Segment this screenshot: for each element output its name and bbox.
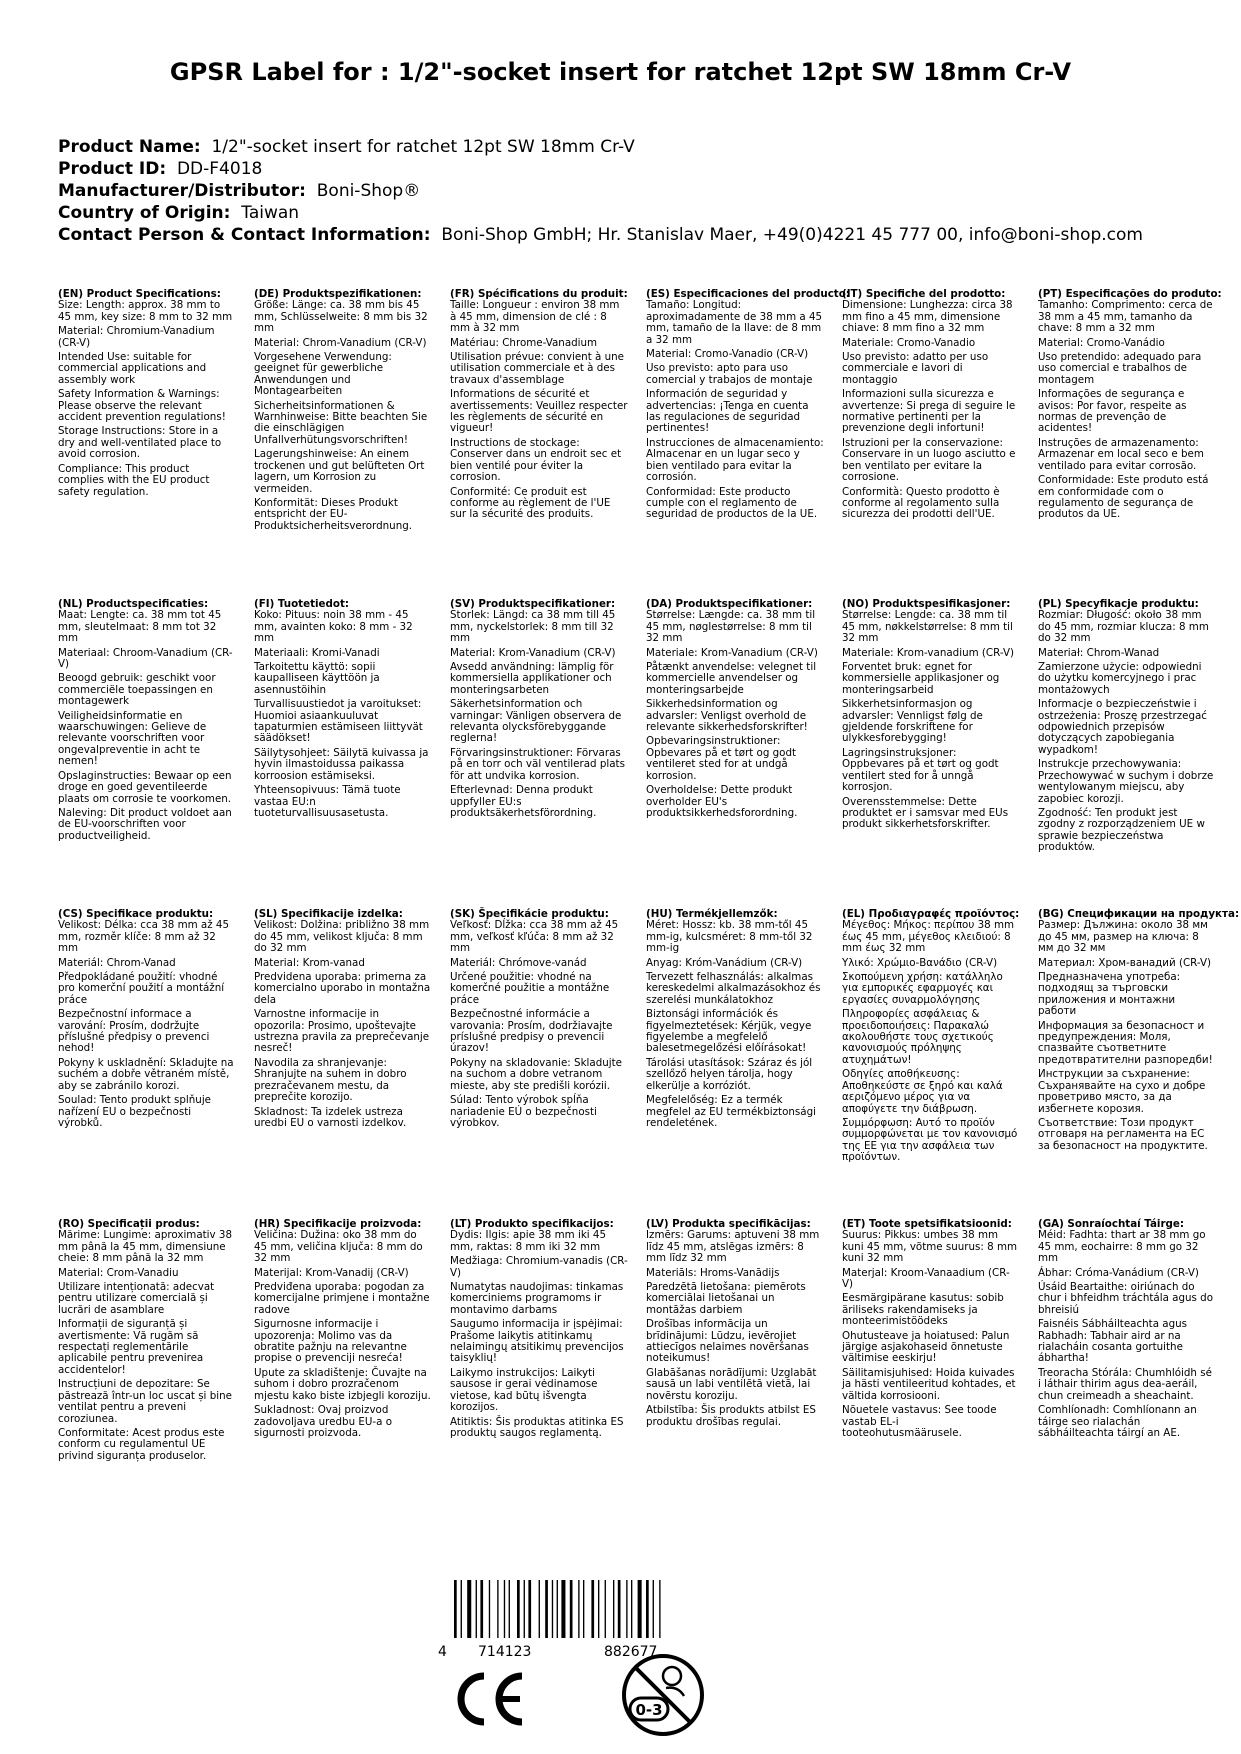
spec-paragraph: Veiligheidsinformatie en waarschuwingen: Gelieve de relevante voorschriften voor ongevalpreventie in acht te nemen!	[58, 709, 207, 768]
spec-paragraph: Méid: Fadhta: thart ar 38 mm go 45 mm, eochairre: 8 mm go 32 mm	[1038, 1229, 1206, 1265]
spec-paragraph: Anyag: Króm-Vanádium (CR-V)	[646, 956, 803, 969]
spec-paragraph: Informacje o bezpieczeństwie i ostrzeżenia: Proszę przestrzegać odpowiednich przepisów dotyczących zapobiegania wypadkom!	[1038, 698, 1207, 756]
spec-block	[58, 599, 236, 845]
barcode-bar	[578, 1580, 579, 1638]
barcode-bar	[613, 1580, 614, 1638]
spec-paragraph: Instrucciones de almacenamiento: Almacenar en un lugar seco y bien ventilado para evitar la corrosión.	[646, 436, 824, 484]
barcode-bar	[646, 1580, 649, 1638]
spec-paragraph: Материал: Хром-ванадий (CR-V)	[1038, 956, 1212, 969]
spec-paragraph: Størrelse: Lengde: ca. 38 mm til 45 mm, nøkkelstørrelse: 8 mm til 32 mm	[842, 609, 1013, 645]
spec-paragraph: Material: Chromium-Vanadium (CR-V)	[58, 325, 215, 349]
spec-paragraph: Informations de sécurité et avertissements: Veuillez respecter les règlements de sécurité en vigueur!	[450, 388, 628, 435]
barcode-bar	[626, 1580, 627, 1638]
spec-block	[1038, 288, 1222, 524]
spec-paragraph: Material: Cromo-Vanadio (CR-V)	[646, 348, 809, 361]
spec-block-title: (PL) Specyfikacje produktu:	[1038, 598, 1199, 610]
spec-paragraph: Medžiaga: Chromium-vanadis (CR-V)	[450, 1255, 628, 1279]
spec-paragraph: Materiale: Cromo-Vanadio	[842, 336, 976, 349]
ean-barcode	[438, 1580, 728, 1660]
spec-paragraph: Súlad: Tento výrobok spĺňa nariadenie EÚ o bezpečnosti výrobkov.	[450, 1094, 597, 1129]
barcode-bar	[638, 1580, 642, 1638]
barcode-digits-left: 714123	[478, 1644, 532, 1660]
spec-paragraph: Veľkosť: Dĺžka: cca 38 mm až 45 mm, veľkosť kľúča: 8 mm až 32 mm	[450, 919, 619, 955]
spec-paragraph: Tárolási utasítások: Száraz és jól szellőző helyen tárolja, hogy elkerülje a korróziót.	[646, 1056, 813, 1092]
spec-paragraph: Bezpečnostné informácie a varovania: Prosím, dodržiavajte príslušné predpisy o prevencii úrazov!	[450, 1008, 613, 1055]
barcode-bar	[539, 1580, 540, 1638]
spec-paragraph: Materjal: Kroom-Vanaadium (CR-V)	[842, 1266, 1010, 1291]
spec-paragraph: Materiaali: Kromi-Vanadi	[254, 646, 380, 659]
spec-paragraph: Laikymo instrukcijos: Laikyti sausose ir gerai vėdinamose vietose, kad būtų išvengta korozijos.	[450, 1366, 598, 1414]
spec-paragraph: Paredzētā lietošana: piemērots komerciālai lietošanai un montāžas darbiem	[646, 1281, 806, 1316]
spec-paragraph: Υλικό: Χρώμιο-Βανάδιο (CR-V)	[842, 956, 998, 969]
spec-paragraph: Numatytas naudojimas: tinkamas komerciniems programoms ir montavimo darbams	[450, 1281, 624, 1316]
spec-paragraph: Información de seguridad y advertencias: ¡Tenga en cuenta las regulaciones de seguridad pertinentes!	[646, 388, 809, 435]
spec-paragraph: Materiale: Krom-Vanadium (CR-V)	[646, 646, 818, 659]
spec-paragraph: Materiaal: Chroom-Vanadium (CR-V)	[58, 646, 233, 671]
spec-paragraph: Conformité: Ce produit est conforme au règlement de l'UE sur la sécurité des produits.	[450, 485, 611, 521]
spec-paragraph: Eesmärgipärane kasutus: sobib äriliseks rakendamiseks ja monteerimistöödeks	[842, 1292, 1004, 1328]
spec-paragraph: Συμμόρφωση: Αυτό το προϊόν συμμορφώνεται με τον κανονισμό της ΕΕ για την ασφάλεια των προϊόντων.	[842, 1116, 1018, 1164]
info-row-product-id	[58, 158, 1208, 180]
spec-paragraph: Material: Crom-Vanadiu	[58, 1266, 179, 1279]
spec-paragraph: Yhteensopivuus: Tämä tuote vastaa EU:n tuoteturvallisuusasetusta.	[254, 784, 401, 819]
spec-block-title: (ET) Toote spetsifikatsioonid:	[842, 1218, 1012, 1230]
spec-block-title: (IT) Specifiche del prodotto:	[842, 288, 1006, 300]
spec-paragraph: Πληροφορίες ασφάλειας & προειδοποιήσεις: Παρακαλώ ακολουθήστε τους σχετικούς κανονισμούς πρόληψης ατυχημάτων!	[842, 1008, 994, 1066]
barcode-bar	[480, 1580, 483, 1638]
barcode-bar	[557, 1580, 558, 1638]
spec-block-title: (HU) Termékjellemzők:	[646, 908, 778, 920]
spec-paragraph: Uso previsto: adatto per uso commerciale e lavori di montaggio	[842, 351, 989, 386]
spec-paragraph: Bezpečnostní informace a varování: Prosím, dodržujte příslušné předpisy o prevenci nehod!	[58, 1008, 210, 1055]
spec-paragraph: Размер: Дължина: около 38 мм до 45 мм, размер на ключа: 8 мм до 32 мм	[1038, 919, 1208, 955]
spec-paragraph: Størrelse: Længde: ca. 38 mm til 45 mm, nøglestørrelse: 8 mm til 32 mm	[646, 609, 816, 645]
spec-paragraph: Lagringsinstruksjoner: Oppbevares på et tørt og godt ventilert sted for å unngå korrosjon.	[842, 746, 999, 794]
spec-paragraph: Opbevaringsinstruktioner: Opbevares på et tørt og godt ventileret sted for at undgå korrosion.	[646, 735, 797, 782]
spec-paragraph: Съответствие: Този продукт отговаря на регламента на ЕС за безопасност на продуктите.	[1038, 1116, 1208, 1152]
info-row-contact	[58, 224, 1208, 246]
spec-paragraph: Predviđena uporaba: pogodan za komercijalne primjene i montažne radove	[254, 1281, 430, 1316]
spec-paragraph: Koko: Pituus: noin 38 mm - 45 mm, avainten koko: 8 mm - 32 mm	[254, 609, 413, 645]
barcode-bar	[659, 1580, 660, 1638]
spec-paragraph: Sikkerhetsinformasjon og advarsler: Vennligst følg de gjeldende forskriftene for ulykkesforebygging!	[842, 698, 983, 745]
spec-paragraph: Material: Cromo-Vanádio	[1038, 336, 1165, 349]
spec-paragraph: Nõuetele vastavus: See toode vastab EL-i tooteohutusmäärusele.	[842, 1404, 997, 1439]
spec-paragraph: Úsáid Beartaithe: oiriúnach do chur i bhfeidhm tráchtála agus do bhreisiú	[1038, 1281, 1214, 1316]
spec-block-title: (CS) Specifikace produktu:	[58, 908, 214, 920]
spec-block	[646, 599, 824, 822]
info-value: 1/2"-socket insert for ratchet 12pt SW 18mm Cr-V	[211, 137, 635, 157]
spec-paragraph: Ohutusteave ja hoiatused: Palun järgige asjakohaseid õnnetuste vältimise eeskirju!	[842, 1329, 1010, 1365]
spec-paragraph: Предназначена употреба: подходящ за търговски приложения и монтажни работи	[1038, 971, 1181, 1018]
spec-paragraph: Glabāšanas norādījumi: Uzglabāt sausā un labi ventilētā vietā, lai novērstu koroziju.	[646, 1366, 817, 1402]
spec-paragraph: Safety Information & Warnings: Please observe the relevant accident prevention regulations!	[58, 388, 226, 424]
spec-block	[842, 909, 1020, 1167]
spec-paragraph: Instrucțiuni de depozitare: Se păstrează într-un loc uscat și bine ventilat pentru a preveni coroziunea.	[58, 1378, 232, 1425]
spec-paragraph: Faisnéis Sábháilteachta agus Rabhadh: Tabhair aird ar na rialacháin cosanta gortuithe ábhartha!	[1038, 1318, 1188, 1365]
spec-paragraph: Vorgesehene Verwendung: geeignet für gewerbliche Anwendungen und Montagearbeiten	[254, 351, 392, 398]
spec-block	[450, 599, 628, 822]
spec-paragraph: Informazioni sulla sicurezza e avvertenze: Si prega di seguire le normative pertinenti per la prevenzione degli infortuni!	[842, 388, 1016, 435]
spec-paragraph: Tarkoitettu käyttö: sopii kaupalliseen käyttöön ja asennustöihin	[254, 661, 380, 696]
spec-block	[646, 909, 824, 1132]
spec-paragraph: Инструкции за съхранение: Съхранявайте на сухо и добре проветриво място, за да избегнете корозия.	[1038, 1068, 1206, 1115]
spec-paragraph: Förvaringsinstruktioner: Förvaras på en torr och väl ventilerad plats för att undvika korrosion.	[450, 746, 625, 782]
spec-block-title: (RO) Specificații produs:	[58, 1218, 200, 1230]
spec-paragraph: Säilitamisjuhised: Hoida kuivades ja hästi ventileeritud kohtades, et vältida korrosiooni.	[842, 1366, 1016, 1402]
info-key: Product Name:	[58, 137, 201, 157]
barcode-bar	[561, 1580, 565, 1638]
spec-paragraph: Sicherheitsinformationen & Warnhinweise: Bitte beachten Sie die einschlägigen Unfallverhütungsvorschriften!	[254, 399, 428, 446]
spec-paragraph: Treoracha Stórála: Chumhlóidh sé i láthair thirim agus dea-aeráil, chun creimeadh a sheachaint.	[1038, 1366, 1212, 1402]
spec-paragraph: Uso previsto: apto para uso comercial y trabajos de montaje	[646, 362, 813, 386]
spec-block	[254, 289, 432, 535]
spec-paragraph: Materiale: Krom-vanadium (CR-V)	[842, 646, 1015, 659]
barcode-bar	[591, 1580, 594, 1638]
spec-paragraph: Material: Chrom-Vanadium (CR-V)	[254, 336, 427, 349]
product-info	[58, 136, 1208, 246]
spec-paragraph: Uso pretendido: adequado para uso comercial e trabalhos de montagem	[1038, 351, 1202, 386]
spec-paragraph: Tervezett felhasználás: alkalmas kereskedelmi alkalmazásokhoz és szerelési munkálatokhoz	[646, 971, 821, 1006]
spec-paragraph: Tamanho: Comprimento: cerca de 38 mm a 45 mm, tamanho da chave: 8 mm a 32 mm	[1038, 299, 1213, 335]
info-value: Taiwan	[241, 203, 300, 223]
info-value: Boni-Shop®	[316, 181, 421, 201]
spec-paragraph: Saugumo informacija ir įspėjimai: Prašome laikytis atitinkamų nelaimingų atsitikimų prevencijos taisyklių!	[450, 1318, 624, 1365]
spec-paragraph: Atitiktis: Šis produktas atitinka ES produktų saugos reglamentą.	[450, 1415, 624, 1439]
info-key: Manufacturer/Distributor:	[58, 181, 306, 201]
spec-block	[1038, 908, 1240, 1155]
spec-paragraph: Pokyny k uskladnění: Skladujte na suchém a dobře větraném místě, aby se zabránilo korozi.	[58, 1056, 234, 1092]
spec-paragraph: Size: Length: approx. 38 mm to 45 mm, key size: 8 mm to 32 mm	[58, 299, 233, 323]
spec-paragraph: Opslaginstructies: Bewaar op een droge en goed geventileerde plaats om corrosie te voorkomen.	[58, 769, 232, 805]
info-row-product-name	[58, 136, 1208, 158]
info-row-country	[58, 202, 1208, 224]
spec-paragraph: Materiāls: Hroms-Vanādijs	[646, 1266, 780, 1279]
spec-paragraph: Materiál: Chrómove-vanád	[450, 956, 587, 969]
spec-block-title: (DE) Produktspezifikationen:	[254, 288, 422, 300]
spec-paragraph: Conformità: Questo prodotto è conforme al regolamento sulla sicurezza dei prodotti dell'UE.	[842, 485, 1000, 521]
spec-paragraph: Beoogd gebruik: geschikt voor commerciële toepassingen en montagewerk	[58, 672, 216, 708]
spec-paragraph: Zamierzone użycie: odpowiedni do użytku komercyjnego i prac montażowych	[1038, 661, 1202, 696]
spec-block-title: (ES) Especificaciones del producto:	[646, 288, 850, 300]
spec-paragraph: Varnostne informacije in opozorila: Prosimo, upoštevajte ustrezna pravila za preprečevanje nesreč!	[254, 1008, 430, 1055]
spec-paragraph: Materijal: Krom-Vanadij (CR-V)	[254, 1266, 409, 1279]
spec-paragraph: Atbilstība: Šis produkts atbilst ES produktu drošības regulai.	[646, 1404, 816, 1428]
age-label: 0-3	[635, 1701, 663, 1719]
spec-block-title: (EL) Προδιαγραφές προϊόντος:	[842, 908, 1020, 920]
info-key: Product ID:	[58, 159, 167, 179]
spec-block-title: (PT) Especificações do produto:	[1038, 288, 1222, 300]
spec-paragraph: Lagerungshinweise: An einem trockenen und gut belüfteten Ort lagern, um Korrosion zu vermeiden.	[254, 448, 425, 495]
spec-paragraph: Suurus: Pikkus: umbes 38 mm kuni 45 mm, võtme suurus: 8 mm kuni 32 mm	[842, 1229, 1018, 1265]
spec-paragraph: Naleving: Dit product voldoet aan de EU-voorschriften voor productveiligheid.	[58, 806, 232, 842]
spec-paragraph: Materiał: Chrom-Wanad	[1038, 646, 1160, 659]
spec-paragraph: Dydis: Ilgis: apie 38 mm iki 45 mm, raktas: 8 mm iki 32 mm	[450, 1229, 607, 1253]
spec-paragraph: Informações de segurança e avisos: Por favor, respeite as normas de prevenção de acidentes!	[1038, 388, 1187, 435]
spec-paragraph: Zgodność: Ten produkt jest zgodny z rozporządzeniem UE w sprawie bezpieczeństwa produktów.	[1038, 806, 1205, 854]
spec-block	[254, 599, 432, 822]
spec-paragraph: Turvallisuustiedot ja varoitukset: Huomioi asiaankuuluvat tapaturmien estämiseen liittyvät säädökset!	[254, 698, 423, 745]
spec-paragraph: Instrukcje przechowywania: Przechowywać w suchym i dobrze wentylowanym miejscu, aby zapobiec korozji.	[1038, 758, 1214, 805]
spec-paragraph: Säkerhetsinformation och varningar: Vänligen observera de relevanta olycksförebyggande reglerna!	[450, 698, 622, 745]
info-key: Contact Person & Contact Information:	[58, 225, 431, 245]
spec-paragraph: Předpokládané použití: vhodné pro komerční použití a montážní práce	[58, 971, 225, 1006]
spec-paragraph: Taille: Longueur : environ 38 mm à 45 mm, dimension de clé : 8 mm à 32 mm	[450, 299, 620, 335]
spec-paragraph: Veličina: Dužina: oko 38 mm do 45 mm, veličina ključa: 8 mm do 32 mm	[254, 1229, 423, 1265]
page-title: GPSR Label for : 1/2"-socket insert for ratchet 12pt SW 18mm Cr-V	[169, 58, 1072, 86]
spec-block-title: (EN) Product Specifications:	[58, 288, 221, 300]
spec-block	[646, 1219, 824, 1431]
spec-paragraph: Storlek: Längd: ca 38 mm till 45 mm, nyckelstorlek: 8 mm till 32 mm	[450, 609, 616, 645]
spec-paragraph: Mărime: Lungime: aproximativ 38 mm până la 45 mm, dimensiune cheie: 8 mm până la 32 mm	[58, 1229, 233, 1265]
spec-block	[646, 288, 850, 524]
spec-paragraph: Storage Instructions: Store in a dry and well-ventilated place to avoid corrosion.	[58, 425, 222, 461]
barcode-bar	[653, 1580, 654, 1638]
spec-paragraph: Intended Use: suitable for commercial applications and assembly work	[58, 351, 207, 386]
spec-paragraph: Konformität: Dieses Produkt entspricht der EU-Produktsicherheitsverordnung.	[254, 496, 413, 532]
info-value: Boni-Shop GmbH; Hr. Stanislav Maer, +49(0)4221 45 777 00, info@boni-shop.com	[441, 225, 1143, 245]
spec-paragraph: Upute za skladištenje: Čuvajte na suhom i dobro prozračenom mjestu kako biste izbjegli koroziju.	[254, 1366, 431, 1402]
spec-paragraph: Säilytysohjeet: Säilytä kuivassa ja hyvin ilmastoidussa paikassa korroosion estämiseksi.	[254, 746, 429, 782]
barcode-digits-right: 882677	[604, 1644, 658, 1660]
barcode-bar	[476, 1580, 477, 1638]
barcode-bar	[467, 1580, 471, 1638]
spec-paragraph: Istruzioni per la conservazione: Conservare in un luogo asciutto e ben ventilato per evitare la corrosione.	[842, 436, 1016, 484]
info-value: DD-F4018	[176, 159, 263, 179]
spec-paragraph: Predvidena uporaba: primerna za komercialno uporabo in montažna dela	[254, 971, 431, 1006]
spec-paragraph: Instructions de stockage: Conserver dans un endroit sec et bien ventilé pour éviter la corrosion.	[450, 436, 622, 484]
info-key: Country of Origin:	[58, 203, 231, 223]
spec-paragraph: Utilizare intenționată: adecvat pentru utilizare comercială și lucrări de asamblare	[58, 1281, 215, 1316]
spec-block	[450, 1219, 628, 1442]
spec-block	[842, 599, 1020, 834]
spec-paragraph: Pokyny na skladovanie: Skladujte na suchom a dobre vetranom mieste, aby ste predišli korózii.	[450, 1056, 622, 1092]
spec-paragraph: Megfelelőség: Ez a termék megfelel az EU termékbiztonsági rendeletének.	[646, 1094, 816, 1129]
spec-paragraph: Drošības informācija un brīdinājumi: Lūdzu, ievērojiet attiecīgos nelaimes novēršanas noteikumus!	[646, 1318, 809, 1365]
barcode-bar	[605, 1580, 606, 1638]
spec-block-title: (DA) Produktspecifikationer:	[646, 598, 813, 610]
spec-paragraph: Utilisation prévue: convient à une utilisation commerciale et à des travaux d'assemblage	[450, 351, 624, 386]
spec-paragraph: Compliance: This product complies with the EU product safety regulation.	[58, 462, 210, 498]
spec-block-title: (NO) Produktspesifikasjoner:	[842, 598, 1011, 610]
barcode-bar	[545, 1580, 548, 1638]
spec-paragraph: Dimensione: Lunghezza: circa 38 mm fino a 45 mm, dimensione chiave: 8 mm fino a 32 mm	[842, 299, 1013, 335]
spec-block-title: (BG) Спецификации на продукта:	[1038, 908, 1240, 920]
spec-block	[254, 1219, 432, 1442]
spec-paragraph: Ábhar: Cróma-Vanádium (CR-V)	[1038, 1266, 1199, 1279]
spec-block-title: (GA) Sonraíochtaí Táirge:	[1038, 1218, 1185, 1230]
spec-block-title: (NL) Productspecificaties:	[58, 598, 209, 610]
spec-paragraph: Soulad: Tento produkt splňuje nařízení EU o bezpečnosti výrobků.	[58, 1094, 212, 1129]
barcode-bar	[461, 1580, 462, 1638]
spec-paragraph: Velikost: Délka: cca 38 mm až 45 mm, rozměr klíče: 8 mm až 32 mm	[58, 919, 230, 955]
age-warning-icon	[620, 1652, 706, 1738]
spec-paragraph: Größe: Länge: ca. 38 mm bis 45 mm, Schlüsselweite: 8 mm bis 32 mm	[254, 299, 428, 335]
spec-paragraph: Navodila za shranjevanje: Shranjujte na suhem in dobro prezračevanem mestu, da preprečite korozijo.	[254, 1056, 407, 1104]
spec-paragraph: Информация за безопасност и предупреждения: Моля, спазвайте съответните предотвратителни разпоредби!	[1038, 1019, 1213, 1066]
spec-paragraph: Méret: Hossz: kb. 38 mm-től 45 mm-ig, kulcsméret: 8 mm-től 32 mm-ig	[646, 919, 813, 955]
spec-paragraph: Οδηγίες αποθήκευσης: Αποθηκεύστε σε ξηρό και καλά αεριζόμενο μέρος για να αποφύγετε την διάβρωση.	[842, 1068, 1003, 1115]
spec-paragraph: Conformidad: Este producto cumple con el reglamento de seguridad de productos de la UE.	[646, 485, 818, 521]
spec-block-title: (HR) Specifikacije proizvoda:	[254, 1218, 422, 1230]
spec-paragraph: Conformidade: Este produto está em conformidade com o regulamento de segurança de produtos da UE.	[1038, 474, 1209, 521]
barcode-bar	[631, 1580, 632, 1638]
barcode-bar	[489, 1580, 490, 1638]
spec-paragraph: Matériau: Chrome-Vanadium	[450, 336, 598, 349]
spec-paragraph: Izmērs: Garums: aptuveni 38 mm līdz 45 mm, atslēgas izmērs: 8 mm līdz 32 mm	[646, 1229, 820, 1265]
spec-paragraph: Materiál: Chrom-Vanad	[58, 956, 176, 969]
spec-block	[1038, 1219, 1216, 1442]
spec-paragraph: Overholdelse: Dette produkt overholder EU's produktsikkerhedsforordning.	[646, 784, 798, 819]
barcode-bar	[598, 1580, 599, 1638]
spec-block	[58, 909, 236, 1132]
spec-paragraph: Tamaño: Longitud: aproximadamente de 38 mm a 45 mm, tamaño de la llave: de 8 mm a 32 mm	[646, 299, 823, 346]
spec-paragraph: Overensstemmelse: Dette produktet er i samsvar med EUs produkt sikkerhetsforskrifter.	[842, 795, 1009, 831]
barcode-bar	[517, 1580, 520, 1638]
barcode-bar	[528, 1580, 531, 1638]
spec-paragraph: Sigurnosne informacije i upozorenja: Molimo vas da obratite pažnju na relevantne propise o prevenciji nesreća!	[254, 1318, 407, 1365]
spec-block-title: (SK) Špecifikácie produktu:	[450, 908, 609, 920]
spec-paragraph: Efterlevnad: Denna produkt uppfyller EU:s produktsäkerhetsförordning.	[450, 784, 597, 819]
spec-paragraph: Comhlíonadh: Comhlíonann an táirge seo rialachán sábháilteachta táirgí an AE.	[1038, 1404, 1197, 1439]
spec-paragraph: Sukladnost: Ovaj proizvod zadovoljava uredbu EU-a o sigurnosti proizvoda.	[254, 1404, 393, 1439]
spec-paragraph: Informații de siguranță și avertismente: Vă rugăm să respectați reglementările aplicabile pentru prevenirea accidentelor!	[58, 1318, 204, 1376]
spec-paragraph: Sikkerhedsinformation og advarsler: Venligst overhold de relevante sikkerhedsforskrifter!	[646, 698, 808, 734]
barcode-bar	[570, 1580, 573, 1638]
spec-paragraph: Påtænkt anvendelse: velegnet til kommercielle anvendelser og monteringsarbejde	[646, 661, 817, 696]
spec-block	[1038, 599, 1216, 857]
barcode-bar	[497, 1580, 498, 1638]
spec-block-title: (LT) Produkto specifikacijos:	[450, 1218, 614, 1230]
barcode-bar	[509, 1580, 510, 1638]
spec-block	[842, 1219, 1020, 1442]
info-row-manufacturer	[58, 180, 1208, 202]
spec-block-title: (FR) Spécifications du produit:	[450, 288, 628, 300]
spec-block-title: (SL) Specifikacije izdelka:	[254, 908, 403, 920]
spec-paragraph: Forventet bruk: egnet for kommersielle applikasjoner og monteringsarbeid	[842, 661, 1000, 696]
spec-block	[450, 289, 628, 524]
spec-paragraph: Σκοπούμενη χρήση: κατάλληλο για εμπορικές εφαρμογές και εργασίες συναρμολόγησης	[842, 971, 1003, 1006]
spec-block-title: (LV) Produkta specifikācijas:	[646, 1218, 811, 1230]
spec-block	[58, 1219, 236, 1465]
barcode-bar	[524, 1580, 525, 1638]
spec-block	[842, 289, 1020, 524]
spec-paragraph: Rozmiar: Długość: około 38 mm do 45 mm, rozmiar klucza: 8 mm do 32 mm	[1038, 609, 1209, 645]
spec-paragraph: Určené použitie: vhodné na komerčné použitie a montážne práce	[450, 971, 610, 1006]
spec-paragraph: Avsedd användning: lämplig för kommersiella applikationer och monteringsarbeten	[450, 661, 614, 696]
barcode-bar	[618, 1580, 621, 1638]
barcode-bar	[583, 1580, 584, 1638]
spec-paragraph: Velikost: Dolžina: približno 38 mm do 45 mm, velikost ključa: 8 mm do 32 mm	[254, 919, 430, 955]
spec-paragraph: Maat: Lengte: ca. 38 mm tot 45 mm, sleutelmaat: 8 mm tot 32 mm	[58, 609, 222, 645]
spec-paragraph: Material: Krom-vanad	[254, 956, 365, 969]
spec-paragraph: Material: Krom-Vanadium (CR-V)	[450, 646, 616, 659]
spec-paragraph: Instruções de armazenamento: Armazenar em local seco e bem ventilado para evitar corrosão.	[1038, 436, 1204, 472]
spec-block	[254, 909, 432, 1132]
spec-paragraph: Conformitate: Acest produs este conform cu regulamentul UE privind siguranța produselor.	[58, 1426, 225, 1462]
barcode-bar	[504, 1580, 505, 1638]
barcode-bar	[454, 1580, 457, 1638]
spec-block	[450, 909, 628, 1132]
spec-block-title: (FI) Tuotetiedot:	[254, 598, 349, 610]
ce-mark-icon	[448, 1668, 530, 1730]
spec-block-title: (SV) Produktspecifikationer:	[450, 598, 616, 610]
spec-block	[58, 289, 236, 501]
barcode-digit-first: 4	[438, 1644, 447, 1660]
spec-paragraph: Biztonsági információk és figyelmeztetések: Kérjük, vegye figyelembe a megfelelő balesetmegelőzési előírásokat!	[646, 1008, 812, 1055]
barcode-bar	[552, 1580, 553, 1638]
spec-paragraph: Μέγεθος: Μήκος: περίπου 38 mm έως 45 mm, μέγεθος κλειδιού: 8 mm έως 32 mm	[842, 919, 1015, 955]
spec-paragraph: Skladnost: Ta izdelek ustreza uredbi EU o varnosti izdelkov.	[254, 1105, 407, 1129]
